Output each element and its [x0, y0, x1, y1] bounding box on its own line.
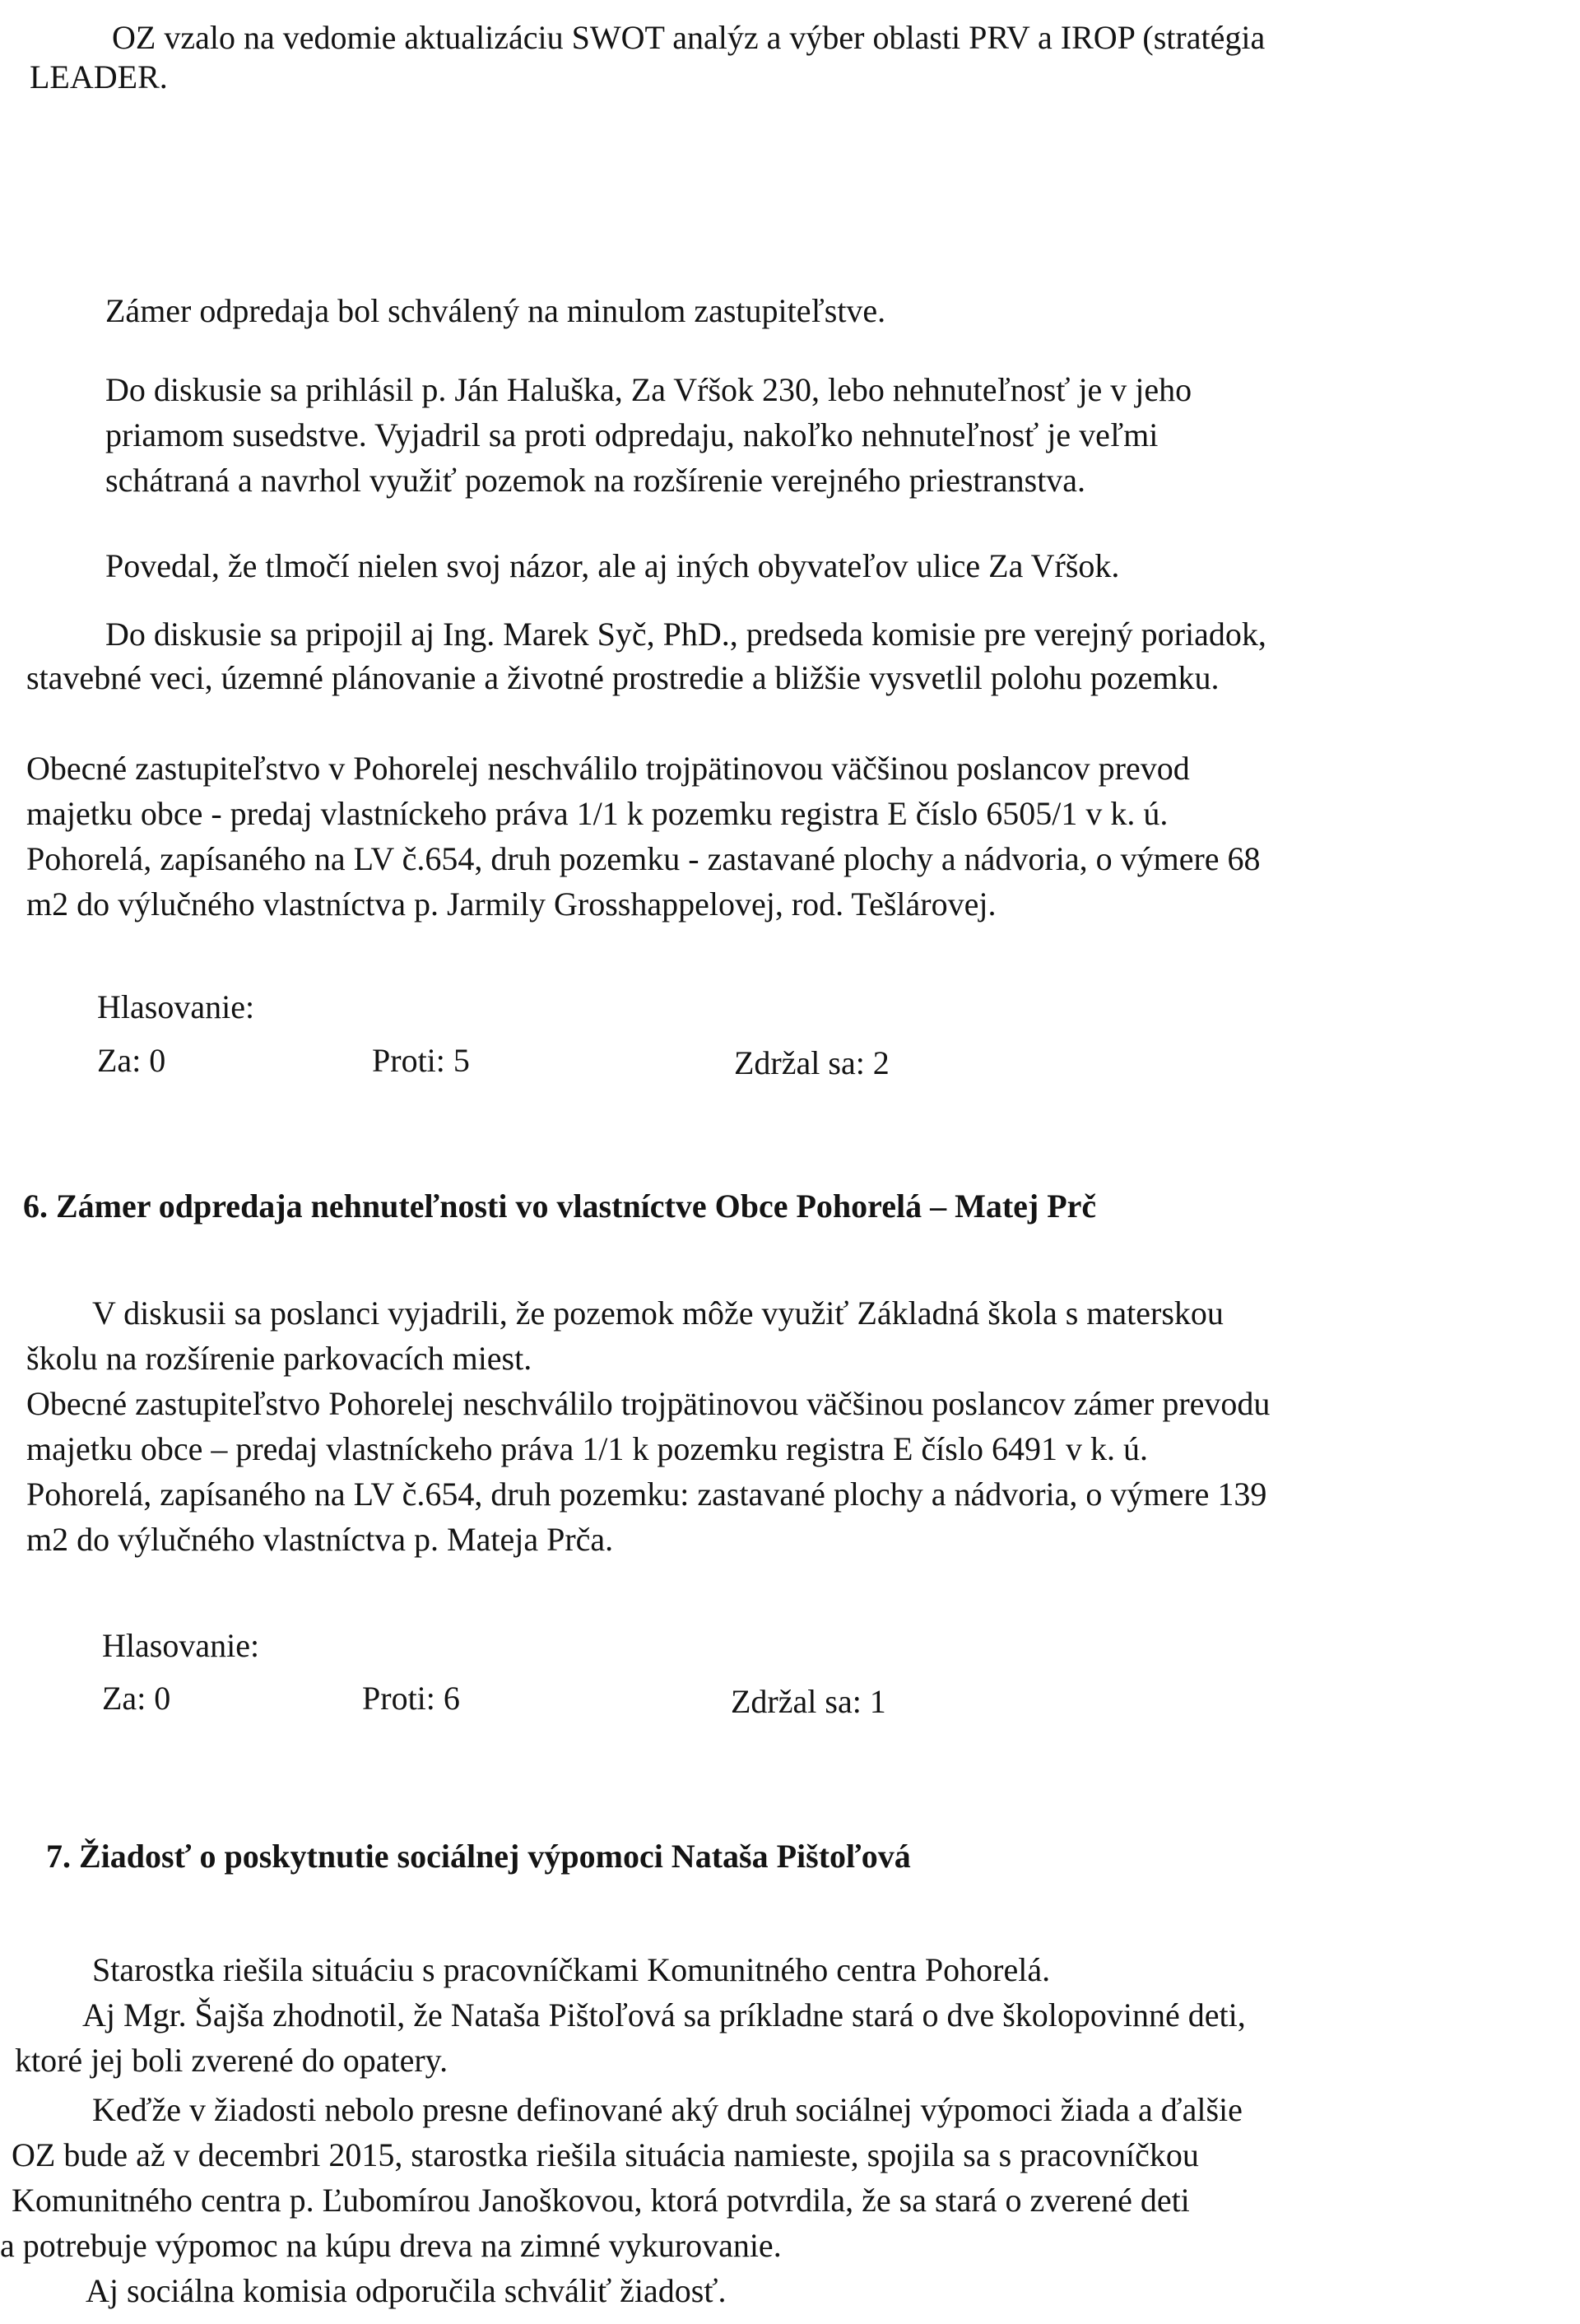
vote-1-abstained: Zdržal sa: 2 [734, 1044, 890, 1081]
discussion-paragraph-3: Povedal, že tlmočí nielen svoj názor, ale aj iných obyvateľov ulice Za Vŕšok. [105, 547, 1120, 584]
item-7-line-8: Aj sociálna komisia odporučila schváliť žiadosť. [86, 2272, 727, 2309]
discussion-paragraph-4-line-2: stavebné veci, územné plánovanie a životné prostredie a bližšie vysvetlil polohu pozemku. [26, 659, 1220, 696]
item-6-line-2: školu na rozšírenie parkovacích miest. [26, 1340, 532, 1377]
intro-line-1: OZ vzalo na vedomie aktualizáciu SWOT analýz a výber oblasti PRV a IROP (stratégia [112, 19, 1266, 56]
item-7-line-3: ktoré jej boli zverené do opatery. [15, 2042, 448, 2079]
discussion-paragraph-2-line-3: schátraná a navrhol využiť pozemok na rozšírenie verejného priestranstva. [105, 462, 1086, 499]
item-7-line-5: OZ bude až v decembri 2015, starostka riešila situácia namieste, spojila sa s pracovníčkou [12, 2136, 1199, 2173]
item-6-line-1: V diskusii sa poslanci vyjadrili, že pozemok môže využiť Základná škola s materskou [92, 1294, 1224, 1332]
vote-1-label: Hlasovanie: [97, 988, 255, 1025]
resolution-5-line-4: m2 do výlučného vlastníctva p. Jarmily Grosshappelovej, rod. Tešlárovej. [26, 885, 997, 923]
vote-2-label: Hlasovanie: [102, 1627, 260, 1664]
resolution-5-line-1: Obecné zastupiteľstvo v Pohorelej neschválilo trojpätinovou väčšinou poslancov prevod [26, 750, 1190, 787]
vote-2-against: Proti: 6 [362, 1680, 460, 1717]
item-6-line-4: majetku obce – predaj vlastníckeho práva 1/1 k pozemku registra E číslo 6491 v k. ú. [26, 1430, 1148, 1467]
discussion-paragraph-2-line-1: Do diskusie sa prihlásil p. Ján Haluška, Za Vŕšok 230, lebo nehnuteľnosť je v jeho [105, 371, 1192, 408]
item-7-line-4: Keďže v žiadosti nebolo presne definované aký druh sociálnej výpomoci žiada a ďalšie [92, 2091, 1243, 2128]
vote-2-for: Za: 0 [102, 1680, 171, 1717]
resolution-5-line-3: Pohorelá, zapísaného na LV č.654, druh pozemku - zastavané plochy a nádvoria, o výmere 68 [26, 840, 1261, 877]
vote-2-abstained: Zdržal sa: 1 [731, 1683, 886, 1720]
item-6-line-3: Obecné zastupiteľstvo Pohorelej neschválilo trojpätinovou väčšinou poslancov zámer prevodu [26, 1385, 1271, 1422]
discussion-paragraph-1: Zámer odpredaja bol schválený na minulom zastupiteľstve. [105, 292, 886, 329]
item-7-line-1: Starostka riešila situáciu s pracovníčkami Komunitného centra Pohorelá. [92, 1951, 1051, 1988]
item-7-line-7: a potrebuje výpomoc na kúpu dreva na zimné vykurovanie. [0, 2227, 782, 2264]
item-6-heading: 6. Zámer odpredaja nehnuteľnosti vo vlastníctve Obce Pohorelá – Matej Prč [23, 1188, 1097, 1225]
vote-1-for: Za: 0 [97, 1042, 166, 1079]
item-7-line-6: Komunitného centra p. Ľubomírou Janoškovou, ktorá potvrdila, že sa stará o zverené deti [12, 2182, 1190, 2219]
item-6-line-5: Pohorelá, zapísaného na LV č.654, druh pozemku: zastavané plochy a nádvoria, o výmere 139 [26, 1476, 1267, 1513]
item-7-heading: 7. Žiadosť o poskytnutie sociálnej výpomoci Nataša Pištoľová [46, 1838, 911, 1875]
discussion-paragraph-4-line-1: Do diskusie sa pripojil aj Ing. Marek Syč, PhD., predseda komisie pre verejný poriadok, [105, 616, 1266, 653]
resolution-5-line-2: majetku obce - predaj vlastníckeho práva 1/1 k pozemku registra E číslo 6505/1 v k. ú. [26, 795, 1169, 832]
vote-1-against: Proti: 5 [372, 1042, 470, 1079]
intro-line-2: LEADER. [30, 58, 168, 95]
item-7-line-2: Aj Mgr. Šajša zhodnotil, že Nataša Pištoľová sa príkladne stará o dve školopovinné deti, [82, 1996, 1246, 2034]
item-6-line-6: m2 do výlučného vlastníctva p. Mateja Prča. [26, 1521, 614, 1558]
discussion-paragraph-2-line-2: priamom susedstve. Vyjadril sa proti odpredaju, nakoľko nehnuteľnosť je veľmi [105, 416, 1159, 453]
